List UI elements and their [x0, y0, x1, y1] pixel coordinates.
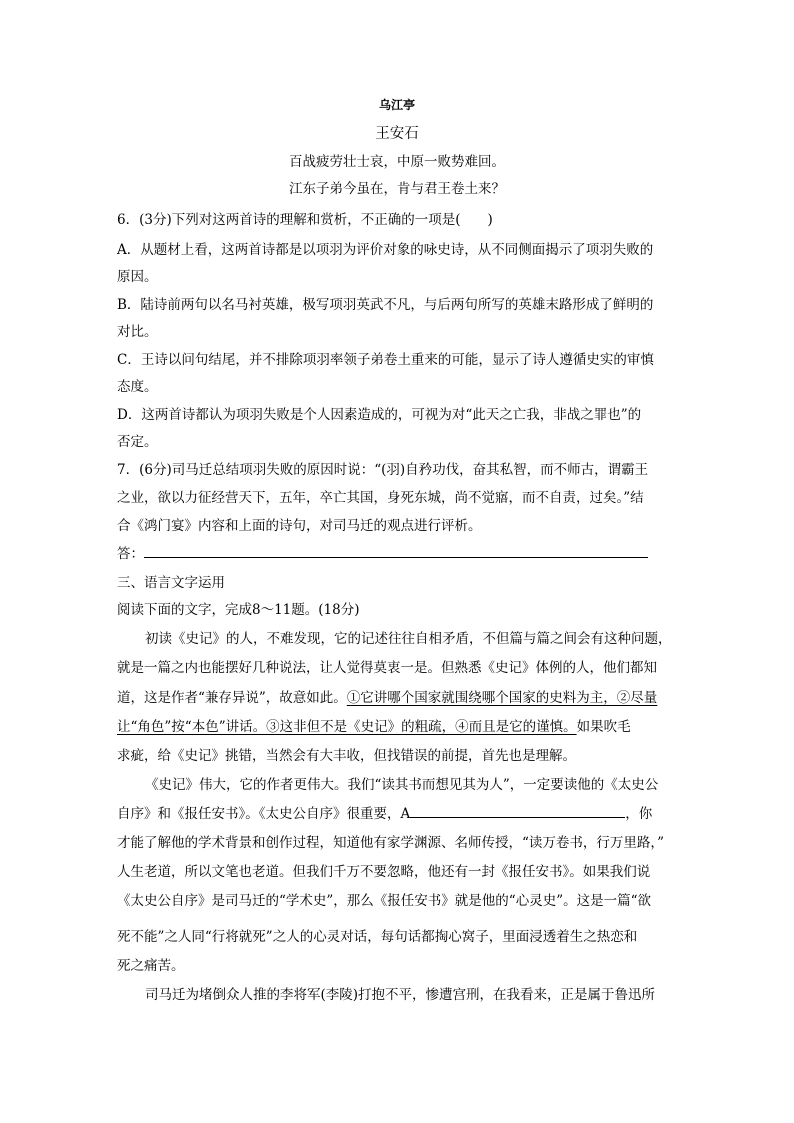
- poem-title: 乌江亭: [378, 98, 415, 112]
- section-3-heading: 三、语言文字运用: [117, 575, 225, 591]
- passage-p2-line-7: 死之痛苦。: [117, 958, 185, 974]
- option-a-line-1: A．从题材上看，这两首诗都是以项羽为评价对象的咏史诗，从不同侧面揭示了项羽失败的: [117, 242, 654, 258]
- option-b-line-1: B．陆诗前两句以名马衬英雄，极写项羽英武不凡，与后两句所写的英雄末路形成了鲜明的: [117, 297, 654, 313]
- question-7-line-2: 之业，欲以力征经营天下，五年，卒亡其国，身死东城，尚不觉寤，而不自责，过矣。”结: [117, 490, 644, 506]
- underlined-sentence-2: 让“角色”按“本色”讲话。③这非但不是《史记》的粗疏，④而且是它的谨慎。: [117, 719, 577, 735]
- passage-p1-line-4-plain: 如果吹毛: [576, 719, 631, 735]
- passage-p3-line-1: 司马迁为堵倒众人推的李将军(李陵)打抱不平，惨遭宫刑，在我看来，正是属于鲁迅所: [145, 987, 656, 1003]
- passage-p2-line-2-tail: ，你: [625, 806, 653, 822]
- answer-row: [117, 542, 648, 562]
- question-7-line-1: 7．(6分)司马迁总结项羽失败的原因时说：“(羽)自矜功伐，奋其私智，而不师古，谓霸王: [117, 462, 649, 478]
- passage-p2-line-2: [117, 802, 652, 822]
- question-6-stem: 6．(3分)下列对这两首诗的理解和赏析，不正确的一项是( ): [117, 212, 493, 228]
- question-7-line-3: 合《鸿门宴》内容和上面的诗句，对司马迁的观点进行评析。: [117, 518, 482, 534]
- passage-p1-line-3-plain: 道，这是作者“兼存异说”，故意如此。: [117, 690, 347, 706]
- passage-p2-line-2-text: 自序》和《报任安书》。《太史公自序》很重要，A: [117, 806, 411, 822]
- answer-label: 答：: [117, 546, 144, 562]
- passage-p1-line-5: 求疵，给《史记》挑错，当然会有大丰收，但找错误的前提，首先也是理解。: [117, 748, 576, 764]
- option-c-line-1: C．王诗以问句结尾，并不排除项羽率领子弟卷土重来的可能，显示了诗人遵循史实的审慎: [117, 352, 654, 368]
- option-c-line-2: 态度。: [117, 379, 158, 395]
- option-d-line-1: D．这两首诗都认为项羽失败是个人因素造成的，可视为对“此天之亡我，非战之罪也”的: [117, 407, 642, 423]
- passage-p1-line-1: 初读《史记》的人，不难发现，它的记述往往自相矛盾，不但篇与篇之间会有这种问题，: [145, 631, 672, 647]
- passage-p1-line-2: 就是一篇之内也能摆好几种说法，让人觉得莫衷一是。但熟悉《史记》体例的人，他们都知: [117, 660, 657, 676]
- poem-line-2: 江东子弟今虽在，肯与君王卷土来？: [289, 181, 505, 197]
- passage-p2-line-3: 才能了解他的学术背景和创作过程，知道他有家学渊源、名师传授，“读万卷书，行万里路，”: [117, 835, 665, 851]
- option-d-line-2: 否定。: [117, 434, 158, 450]
- option-b-line-2: 对比。: [117, 324, 158, 340]
- passage-p2-line-4: 人生老道，所以文笔也老道。但我们千万不要忽略，他还有一封《报任安书》。如果我们说: [117, 864, 651, 880]
- option-a-line-2: 原因。: [117, 269, 158, 285]
- passage-p2-line-1: 《史记》伟大，它的作者更伟大。我们“读其书而想见其为人”，一定要读他的《太史公: [145, 777, 659, 793]
- passage-p1-line-3: [117, 686, 657, 706]
- section-3-intro: 阅读下面的文字，完成8～11题。(18分): [117, 602, 360, 618]
- passage-p1-line-4: [117, 715, 631, 735]
- poem-line-1: 百战疲劳壮士哀，中原一败势难回。: [289, 154, 505, 170]
- passage-p2-line-6: 死不能”之人同“行将就死”之人的心灵对话，每句话都掏心窝子，里面浸透着生之热恋和: [117, 929, 638, 945]
- poem-author: 王安石: [375, 126, 419, 142]
- underlined-sentence-1: ①它讲哪个国家就围绕哪个国家的史料为主，②尽量: [346, 690, 658, 706]
- blank-a[interactable]: [410, 805, 625, 818]
- passage-p2-line-5: 《太史公自序》是司马迁的“学术史”，那么《报任安书》就是他的“心灵史”。这是一篇“欲: [117, 893, 652, 909]
- answer-blank[interactable]: [144, 545, 648, 558]
